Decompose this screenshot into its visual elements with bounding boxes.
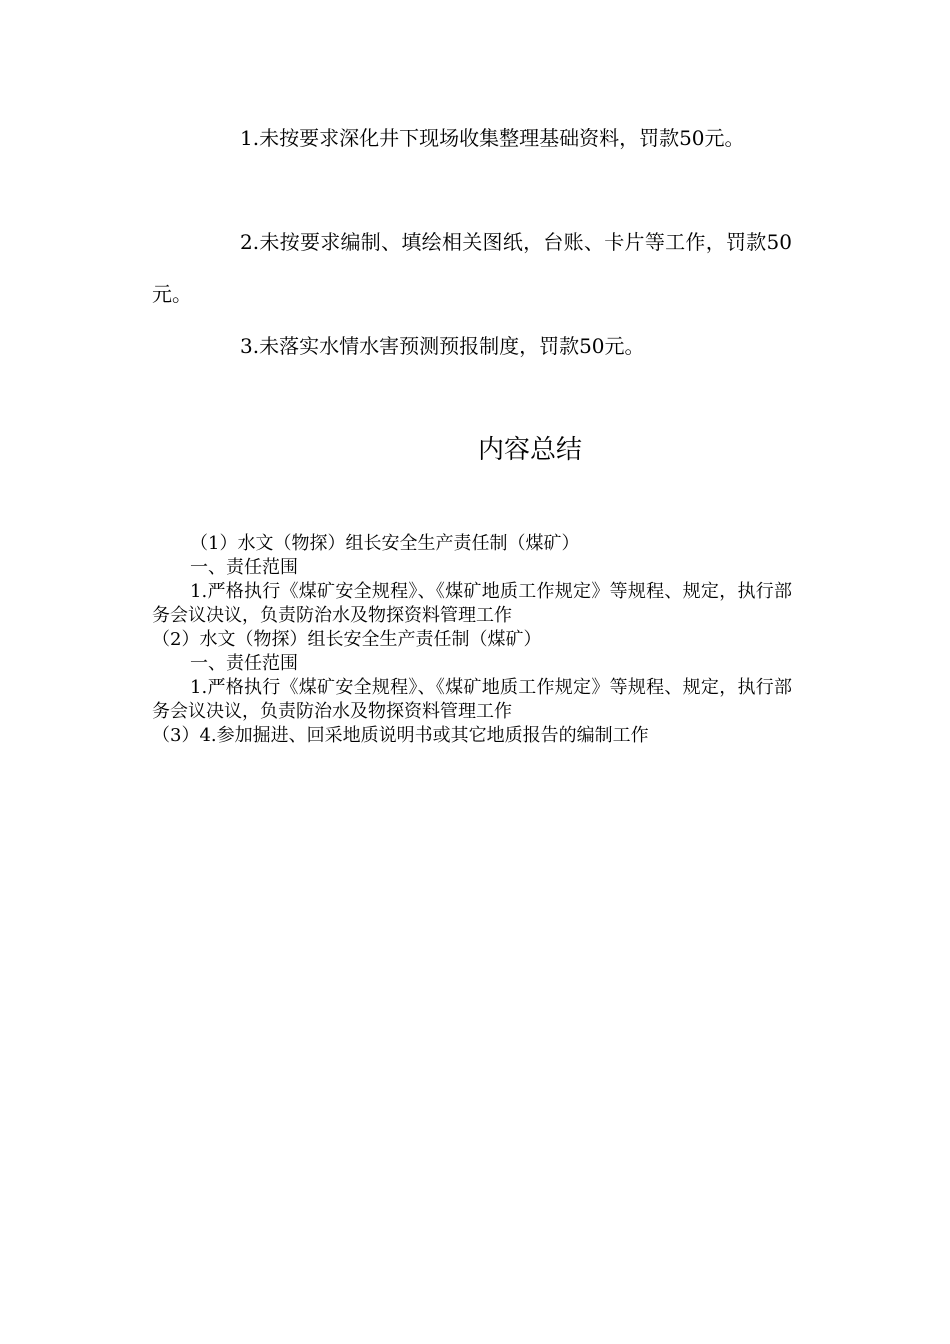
summary-block <box>152 532 792 748</box>
summary-item1-subheading: 一、责任范围 <box>190 557 298 578</box>
summary-item1-heading: （1）水文（物探）组长安全生产责任制（煤矿） <box>190 533 580 554</box>
summary-item1-text: 1.严格执行《煤矿安全规程》、《煤矿地质工作规定》等规程、规定，执行部务会议决议，负责防治水及物探资料管理工作 <box>152 581 792 626</box>
summary-item2-subheading: 一、责任范围 <box>190 653 298 674</box>
summary-title: 内容总结 <box>477 435 582 465</box>
summary-item3-text: （3）4.参加掘进、回采地质说明书或其它地质报告的编制工作 <box>152 725 649 746</box>
penalty-item-1: 1.未按要求深化井下现场收集整理基础资料，罚款50元。 <box>240 126 745 150</box>
penalty-item-3: 3.未落实水情水害预测预报制度，罚款50元。 <box>240 334 645 358</box>
summary-item2-text: 1.严格执行《煤矿安全规程》、《煤矿地质工作规定》等规程、规定，执行部务会议决议，负责防治水及物探资料管理工作 <box>152 677 792 722</box>
summary-item2-heading: （2）水文（物探）组长安全生产责任制（煤矿） <box>152 629 542 650</box>
penalty-item-2: 2.未按要求编制、填绘相关图纸，台账、卡片等工作，罚款50元。 <box>152 230 792 306</box>
